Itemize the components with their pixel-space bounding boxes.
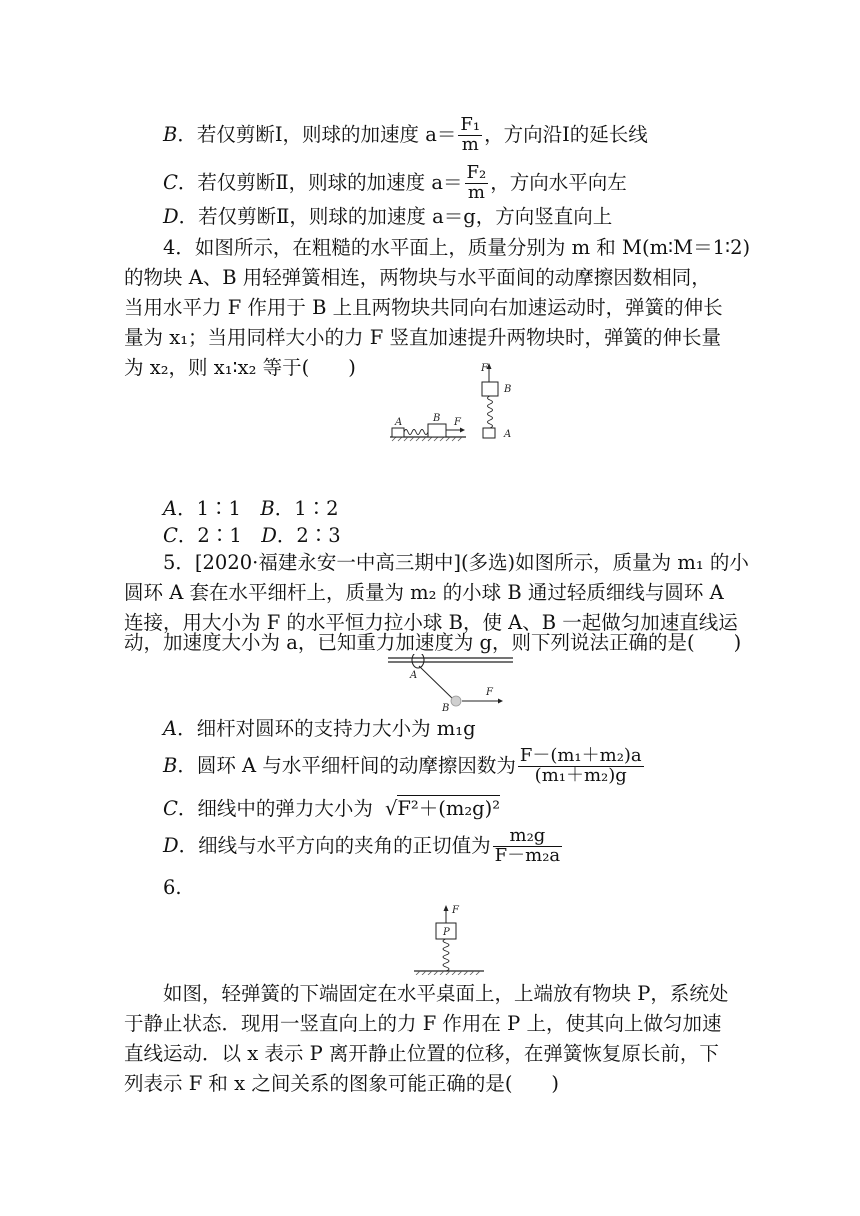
- q3-option-c: [163, 164, 627, 203]
- numerator: F₁: [460, 114, 481, 135]
- q4-stem-line-2: 的物块 A、B 用轻弹簧相连，两物块与水平面间的动摩擦因数相同，: [124, 266, 711, 289]
- option-text: ．细杆对圆环的支持力大小为 m₁g: [177, 717, 476, 740]
- radical-sign: √: [384, 797, 398, 820]
- q6-stem-line-4: 列表示 F 和 x 之间关系的图象可能正确的是( ): [124, 1072, 560, 1095]
- label-f: F: [452, 905, 459, 916]
- option-letter: B: [260, 497, 275, 520]
- q6-stem-line-1: 如图，轻弹簧的下端固定在水平桌面上，上端放有物块 P，系统处: [163, 982, 729, 1005]
- denominator: m: [465, 183, 489, 203]
- q3-option-b: [163, 116, 648, 155]
- q5-option-c: [163, 799, 500, 819]
- option-letter: A: [163, 497, 178, 520]
- label-b: B: [442, 703, 450, 712]
- q5-stem-line-1: 5．[2020·福建永安一中高三期中](多选)如图所示，质量为 m₁ 的小: [163, 551, 749, 574]
- option-letter: C: [163, 170, 178, 194]
- label-a: A: [395, 417, 403, 428]
- label-p: P: [443, 927, 450, 938]
- option-text-tail: ，方向沿Ⅰ的延长线: [484, 122, 648, 146]
- label-a-vertical: A: [504, 429, 512, 440]
- q6-number: 6.: [163, 876, 182, 899]
- q4-stem-line-1: 4．如图所示，在粗糙的水平面上，质量分别为 m 和 M(m∶M＝1∶2): [163, 236, 751, 259]
- option-text-tail: ，方向水平向左: [490, 170, 627, 194]
- option-text: ．圆环 A 与水平细杆间的动摩擦因数为: [177, 753, 516, 777]
- option-letter: C: [163, 524, 178, 547]
- label-b: B: [433, 413, 441, 424]
- q4-options-row-2: [163, 526, 341, 546]
- option-text: ．2∶1: [177, 524, 262, 547]
- option-letter: A: [163, 717, 178, 740]
- numerator: m₂g: [509, 825, 546, 846]
- label-a: A: [410, 670, 418, 681]
- q5-option-a: [163, 719, 476, 739]
- option-text: ．2∶3: [276, 524, 341, 547]
- option-text: ．若仅剪断Ⅱ，则球的加速度 a＝: [177, 170, 463, 194]
- denominator: m: [458, 135, 482, 155]
- option-text: ．若仅剪断Ⅱ，则球的加速度 a＝g，方向竖直向上: [178, 205, 613, 228]
- label-f: F: [486, 687, 493, 698]
- numerator: F₂: [466, 162, 487, 183]
- q5-stem-line-3: 连接，用大小为 F 的水平恒力拉小球 B，使 A、B 一起做匀加速直线运: [124, 611, 738, 634]
- label-b-vertical: B: [504, 384, 512, 395]
- label-f-vertical: F: [481, 363, 488, 374]
- q6-figure: [412, 903, 492, 975]
- numerator: F－(m₁＋m₂)a: [519, 745, 642, 766]
- fraction: [493, 827, 563, 866]
- q4-figure: [388, 362, 548, 442]
- q6-stem-line-3: 直线运动．以 x 表示 P 离开静止位置的位移，在弹簧恢复原长前，下: [124, 1042, 719, 1065]
- q3-option-d: [163, 207, 612, 227]
- q5-option-d: [163, 827, 564, 866]
- q4-stem-line-4: 量为 x₁；当用同样大小的力 F 竖直加速提升两物块时，弹簧的伸长量: [124, 326, 721, 349]
- fraction: [518, 747, 644, 786]
- q5-figure: [388, 654, 518, 712]
- denominator: (m₁＋m₂)g: [518, 766, 644, 786]
- label-f: F: [454, 417, 461, 428]
- option-text: ．细线中的弹力大小为: [177, 797, 373, 820]
- q4-stem-line-3: 当用水平力 F 作用于 B 上且两物块共同向右加速运动时，弹簧的伸长: [124, 296, 723, 319]
- option-letter: B: [163, 753, 178, 777]
- option-text: ．若仅剪断Ⅰ，则球的加速度 a＝: [177, 122, 457, 146]
- q4-stem-line-5: 为 x₂，则 x₁∶x₂ 等于( ): [124, 356, 356, 379]
- option-letter: D: [261, 524, 277, 547]
- radicand: F²＋(m₂g)²: [397, 797, 501, 820]
- option-letter: D: [163, 205, 179, 228]
- q5-stem-line-4: 动，加速度大小为 a，已知重力加速度为 g，则下列说法正确的是( ): [124, 631, 742, 654]
- fraction: [458, 116, 482, 155]
- q5-option-b: [163, 747, 646, 786]
- denominator: F－m₂a: [494, 844, 561, 866]
- option-letter: B: [163, 122, 178, 146]
- q6-stem-line-2: 于静止状态．现用一竖直向上的力 F 作用在 P 上，使其向上做匀加速: [124, 1012, 722, 1035]
- q5-stem-line-2: 圆环 A 套在水平细杆上，质量为 m₂ 的小球 B 通过轻质细线与圆环 A: [124, 581, 724, 604]
- option-text: ．1∶1: [177, 497, 261, 520]
- option-text: ．1∶2: [274, 497, 339, 520]
- fraction: [465, 164, 489, 203]
- q4-options-row-1: [163, 499, 339, 519]
- option-letter: C: [163, 797, 178, 820]
- option-text: ．细线与水平方向的夹角的正切值为: [178, 833, 491, 857]
- option-letter: D: [163, 833, 179, 857]
